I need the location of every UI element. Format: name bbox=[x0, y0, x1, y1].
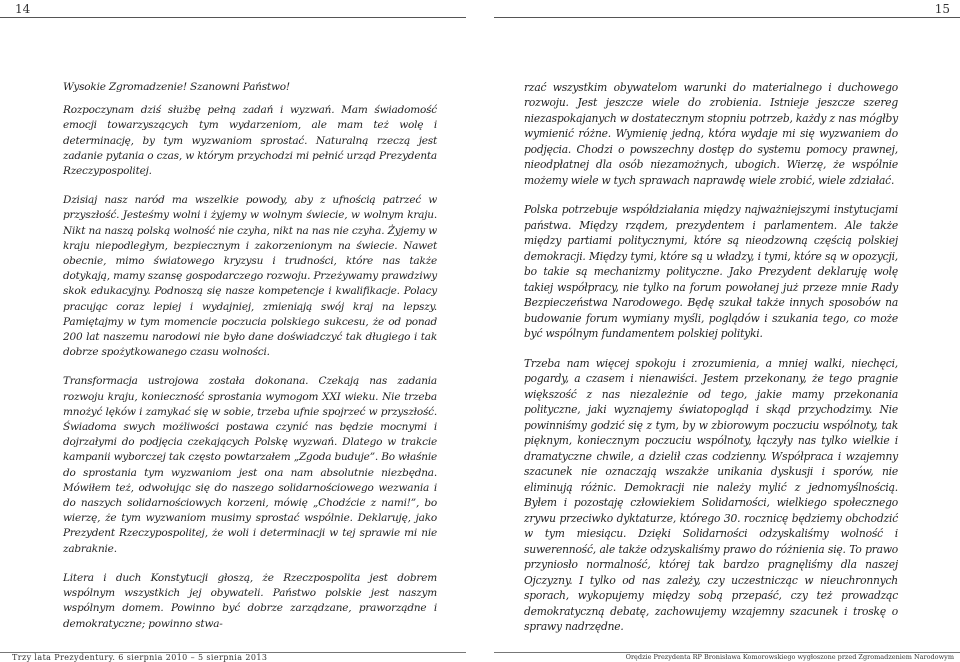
page-number-left: 14 bbox=[15, 2, 31, 16]
footer-left: Trzy lata Prezydentury. 6 sierpnia 2010 – 5 sierpnia 2013 bbox=[12, 653, 268, 662]
header-rule-right bbox=[494, 17, 960, 18]
page-number-right: 15 bbox=[934, 2, 950, 16]
left-paragraph-3: Transformacja ustrojowa została dokonana. Czekają nas zadania rozwoju kraju, konieczność sprostania wymogom XXI wieku. Nie trzeba mnożyć lęków i zamykać się w sobie, trzeba ufnie spojrzeć w przyszłość. Świadoma swych możliwości postawa czynić nas będzie mocnymi i dojrzałymi do podjęcia czekających Polskę wyzwań. Dlatego w trakcie kampanii wyborczej tak często powtarzałem „Zgoda buduje”. Bo właśnie do sprostania tym wyzwaniom jest ona nam absolutnie niezbędna. Mówiłem też, odwołując się do naszego solidarnościowego wezwania i do naszych solidarnościowych korzeni, mówię „Chodźcie z nami!”, bo wierzę, że tym wyzwaniom musimy sprostać wspólnie. Deklaruję, jako Prezydent Rzeczypospolitej, że woli i determinacji w tej sprawie mi nie zabraknie. bbox=[63, 375, 437, 555]
header-rule-left bbox=[0, 17, 466, 18]
left-paragraph-2: Dzisiaj nasz naród ma wszelkie powody, aby z ufnością patrzeć w przyszłość. Jesteśmy wolni i żyjemy w wolnym świecie, w wolnym kraju. Nikt na naszą polską wolność nie czyha, nikt na nas nie czyha. Żyjemy w kraju niepodległym, bezpiecznym i zakorzenionym na świecie. Nawet obecnie, mimo światowego kryzysu i trudności, które nas także dotykają, mamy szansę gospodarczego rozwoju. Przeżywamy prawdziwy skok edukacyjny. Podnoszą się nasze kompetencje i kwalifikacje. Polacy pracując coraz lepiej i wydajniej, zmieniają swój kraj na lepszy. Pamiętajmy w tym momencie poczucia polskiego sukcesu, że od ponad 200 lat naszemu narodowi nie było dane doświadczyć tak długiego i tak dobrze spożytkowanego czasu wolności. bbox=[63, 194, 437, 359]
right-paragraph-2: Polska potrzebuje współdziałania między najważniejszymi instytucjami państwa. Między rządem, prezydentem i parlamentem. Ale także między partiami politycznymi, które są nieodzowną częścią polskiej demokracji. Między tymi, które są u władzy, i tymi, które są w opozycji, bo takie są mechanizmy polityczne. Jako Prezydent deklaruję wolę takiej współpracy, nie tylko na forum powołanej już przeze mnie Rady Bezpieczeństwa Narodowego. Będę szukał także innych sposobów na budowanie forum wymiany myśli, poglądów i szukania tego, co może być wspólnym fundamentem polskiej polityki. bbox=[524, 203, 898, 341]
left-paragraph-1: Rozpoczynam dziś służbę pełną zadań i wyzwań. Mam świadomość emocji towarzyszących tym wydarzeniom, ale mam też wolę i determinację, by tym wyzwaniom sprostać. Naturalną rzeczą jest zadanie pytania o czas, w którym przychodzi mi pełnić urząd Prezydenta Rzeczypospolitej. bbox=[63, 104, 437, 178]
right-paragraph-1: rzać wszystkim obywatelom warunki do materialnego i duchowego rozwoju. Jest jeszcze wiele do zrobienia. Istnieje jeszcze szereg niezaspokajanych w dostatecznym stopniu potrzeb, każdy z nas mógłby wymienić różne. Wymienię jedną, która wydaje mi się wyzwaniem do podjęcia. Chodzi o powszechny dostęp do systemu pomocy prawnej, nieodpłatnej dla osób niezamożnych, ubogich. Wierzę, że wspólnie możemy wiele w tych sprawach naprawdę wiele zrobić, wiele zdziałać. bbox=[524, 81, 898, 187]
right-column bbox=[524, 80, 898, 634]
left-paragraph-4: Litera i duch Konstytucji głoszą, że Rzeczpospolita jest dobrem wspólnym wszystkich jej obywateli. Państwo polskie jest naszym wspólnym domem. Powinno być dobrze zarządzane, praworządne i demokratyczne; powinno stwa- bbox=[63, 571, 437, 630]
footer-right: Orędzie Prezydenta RP Bronisława Komorowskiego wygłoszone przed Zgromadzeniem Narodowym bbox=[625, 653, 954, 661]
salutation: Wysokie Zgromadzenie! Szanowni Państwo! bbox=[63, 81, 290, 93]
right-paragraph-3: Trzeba nam więcej spokoju i zrozumienia, a mniej walki, niechęci, pogardy, a czasem i nienawiści. Jestem przekonany, że tego pragnie większość z nas niezależnie od tego, jakie mamy przekonania polityczne, jaki wyznajemy światopogląd i skąd przychodzimy. Nie powinniśmy godzić się z tym, by w zbiorowym poczuciu wspólnoty, tak pięknym, koniecznym poczuciu wspólnoty, łączyły nas tylko wielkie i dramatyczne chwile, a dzielił czas codzienny. Współpraca i wzajemny szacunek nie oznaczają wszakże unikania dyskusji i sporów, nie eliminują różnic. Demokracji nie należy mylić z jednomyślnością. Byłem i pozostaję człowiekiem Solidarności, wielkiego społecznego zrywu przeciwko dyktaturze, którego 30. rocznicę będziemy obchodzić w tym miesiącu. Dzięki Solidarności odzyskaliśmy wolność i suwerenność, ale także odzyskaliśmy prawo do różnienia się. To prawo przyniosło normalność, której tak bardzo pragnęliśmy dla naszej Ojczyzny. I tylko od nas zależy, czy uczestnicząc w nieuchronnych sporach, wykopujemy między sobą przepaść, czy też prowadząc demokratyczną debatę, zachowujemy wzajemny szacunek i troskę o sprawy nadrzędne. bbox=[524, 356, 898, 633]
left-column bbox=[63, 80, 437, 632]
